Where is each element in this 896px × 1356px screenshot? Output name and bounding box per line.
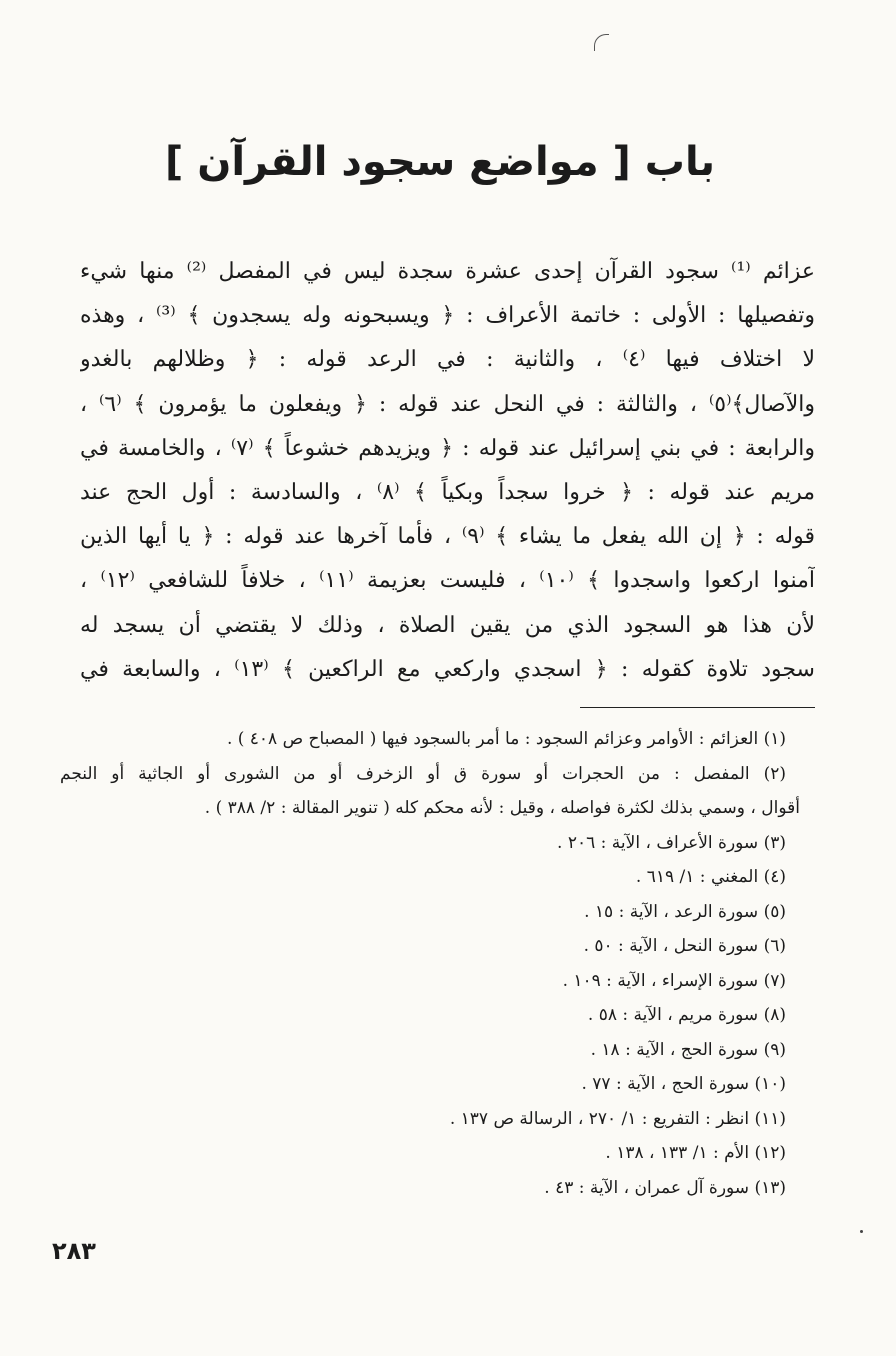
footnote: (١٠) سورة الحج ، الآية : ٧٧ . (581, 1074, 786, 1094)
text-line: لأن هذا هو السجود الذي من يقين الصلاة ، وذلك لا يقتضي أن يسجد له (80, 612, 815, 638)
text-line: لا اختلاف فيها ⁽٤⁾ ، والثانية : في الرعد قوله : ﴿ وظلالهم بالغدو (80, 347, 815, 373)
footnotes (60, 722, 800, 1205)
footnote: (١٣) سورة آل عمران ، الآية : ٤٣ . (544, 1177, 786, 1198)
text-line: وتفصيلها : الأولى : خاتمة الأعراف : ﴿ ويسبحونه وله يسجدون ﴾ ⁽³⁾ ، وهذه (80, 303, 815, 329)
scan-speck (860, 1230, 863, 1233)
footnote: (١١) انظر : التفريع : ١/ ٢٧٠ ، الرسالة ص ١٣٧ . (449, 1108, 786, 1129)
footnote: (١) العزائم : الأوامر وعزائم السجود : ما أمر بالسجود فيها ( المصباح ص ٤٠٨ ) . (226, 729, 786, 749)
footnote: (٤) المغني : ١/ ٦١٩ . (635, 867, 786, 887)
footnote: (٦) سورة النحل ، الآية : ٥٠ . (583, 936, 786, 956)
chapter-title: باب [ مواضع سجود القرآن ] (165, 139, 715, 185)
text-line: عزائم ⁽¹⁾ سجود القرآن إحدى عشرة سجدة ليس في المفصل ⁽²⁾ منها شيء (80, 259, 815, 284)
text-line: سجود تلاوة كقوله : ﴿ اسجدي واركعي مع الراكعين ﴾ ⁽١٣⁾ ، والسابعة في (80, 656, 815, 682)
footnote: (٢) المفصل : من الحجرات أو سورة ق أو الزخرف أو من الشورى أو الجاثية أو النجم (60, 763, 786, 784)
main-text (80, 250, 815, 692)
text-line: قوله : ﴿ إن الله يفعل ما يشاء ﴾ ⁽٩⁾ ، فأما آخرها عند قوله : ﴿ يا أيها الذين (80, 524, 815, 550)
footnote: (٥) سورة الرعد ، الآية : ١٥ . (584, 901, 786, 922)
footnote: (٧) سورة الإسراء ، الآية : ١٠٩ . (562, 970, 786, 991)
footnote: (٣) سورة الأعراف ، الآية : ٢٠٦ . (557, 832, 786, 853)
text-line: والرابعة : في بني إسرائيل عند قوله : ﴿ ويزيدهم خشوعاً ﴾ ⁽٧⁾ ، والخامسة في (80, 435, 815, 461)
footnote: (٩) سورة الحج ، الآية : ١٨ . (590, 1039, 786, 1060)
footnote: (١٢) الأم : ١/ ١٣٣ ، ١٣٨ . (605, 1143, 786, 1163)
text-line: آمنوا اركعوا واسجدوا ﴾ ⁽١٠⁾ ، فليست بعزيمة ⁽١١⁾ ، خلافاً للشافعي ⁽١٢⁾ ، (80, 568, 815, 594)
page-number: ٢٨٣ (52, 1237, 96, 1265)
footnote: (٨) سورة مريم ، الآية : ٥٨ . (587, 1005, 786, 1025)
page-corner-mark (594, 34, 609, 51)
text-line: والآصال﴾⁽٥⁾ ، والثالثة : في النحل عند قوله : ﴿ ويفعلون ما يؤمرون ﴾ ⁽٦⁾ ، (80, 391, 815, 417)
footnote-continuation: أقوال ، وسمي بذلك لكثرة فواصله ، وقيل : لأنه محكم كله ( تنوير المقالة : ٢/ ٣٨٨ ) . (204, 798, 800, 818)
footnote-separator (580, 707, 815, 708)
text-line: مريم عند قوله : ﴿ خروا سجداً وبكياً ﴾ ⁽٨⁾ ، والسادسة : أول الحج عند (80, 479, 815, 505)
